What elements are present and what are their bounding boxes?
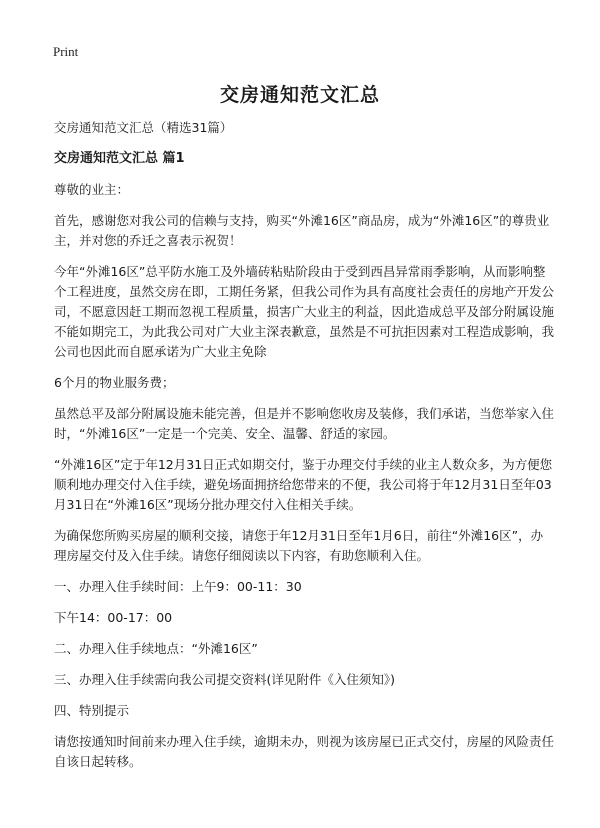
- item-documents: 三、办理入住手续需向我公司提交资料(详见附件《入住须知》): [54, 672, 396, 687]
- paragraph-promise: 虽然总平及部分附属设施未能完善，但是并不影响您收房及装修，我们承诺，当您举家入住时，“外滩16区”一定是一个完美、安全、温馨、舒适的家园。: [54, 406, 555, 441]
- paragraph-deadline-notice: 请您按通知时间前来办理入住手续，逾期未办，则视为该房屋已正式交付，房屋的风险责任自该日起转移。: [54, 734, 555, 769]
- document-body: [54, 118, 554, 783]
- paragraph-delay-explanation: 今年“外滩16区”总平防水施工及外墙砖粘贴阶段由于受到西昌异常雨季影响，从而影响整个工程进度，虽然交房在即，工期任务紧，但我公司作为具有高度社会责任的房地产开发公司，不愿意因赶工期而忽视工程质量，损害广大业主的利益，因此造成总平及部分附属设施不能如期完工，为此我公司对广大业主深表歉意，虽然是不可抗拒因素对工程造成影响，我公司也因此而自愿承诺为广大业主免除: [54, 264, 555, 359]
- paragraph-delivery-schedule: “外滩16区”定于年12月31日正式如期交付，鉴于办理交付手续的业主人数众多，为方便您顺利地办理交付入住手续，避免场面拥挤给您带来的不便，我公司将于年12月31日至年03月31日在“外滩16区”现场分批办理交付入住相关手续。: [54, 457, 553, 512]
- paragraph-fee-waiver: 6个月的物业服务费；: [54, 375, 175, 390]
- item-time-morning: 一、办理入住手续时间：上午9：00-11：30: [54, 579, 302, 594]
- section-heading: 交房通知范文汇总 篇1: [54, 151, 185, 166]
- document-subtitle: 交房通知范文汇总（精选31篇）: [54, 120, 233, 135]
- item-special-notice: 四、特别提示: [54, 703, 130, 718]
- paragraph-thanks: 首先，感谢您对我公司的信赖与支持，购买“外滩16区”商品房，成为“外滩16区”的尊贵业主，并对您的乔迁之喜表示祝贺！: [54, 213, 550, 248]
- print-label: Print: [53, 44, 79, 59]
- document-title: 交房通知范文汇总: [219, 84, 380, 106]
- item-time-afternoon: 下午14：00-17：00: [54, 610, 173, 625]
- item-location: 二、办理入住手续地点：“外滩16区”: [54, 641, 258, 656]
- paragraph-handover-request: 为确保您所购买房屋的顺利交接，请您于年12月31日至年1月6日，前往“外滩16区”，办理房屋交付及入住手续。请您仔细阅读以下内容，有助您顺利入住。: [54, 528, 544, 563]
- salutation: 尊敬的业主：: [54, 182, 130, 197]
